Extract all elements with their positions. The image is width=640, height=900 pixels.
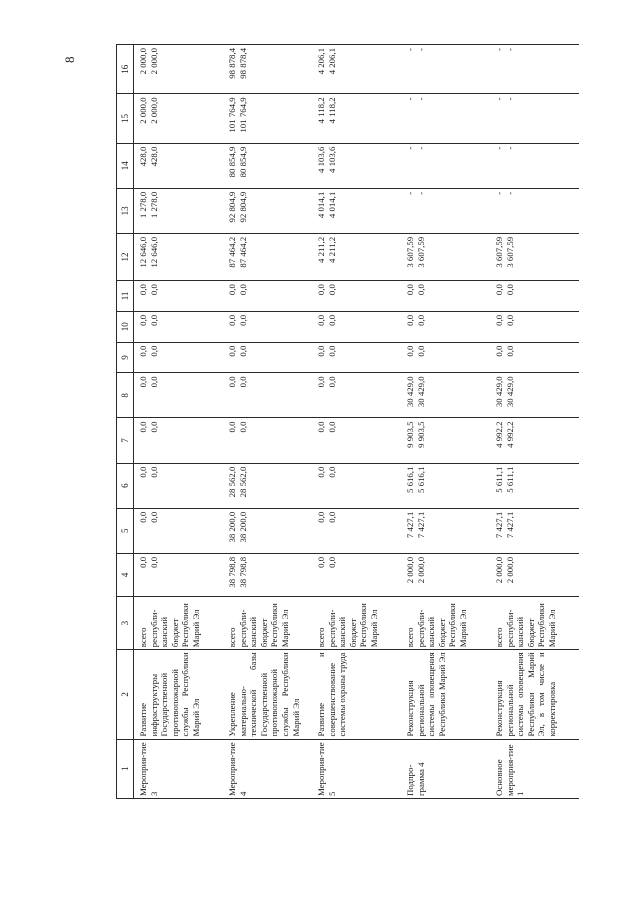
value-cell bbox=[312, 418, 401, 463]
value-cell bbox=[134, 94, 224, 143]
value-cell bbox=[401, 342, 490, 373]
column-header-1: 1 bbox=[117, 739, 134, 798]
value-cell bbox=[134, 463, 224, 508]
value-total: 428,0 bbox=[138, 146, 148, 167]
value-total: 9 903,5 bbox=[405, 421, 415, 448]
value-total: 4 206,1 bbox=[316, 48, 326, 75]
value-republican-budget: 0,0 bbox=[237, 284, 248, 296]
funding-source-cell: всего республи-канский бюджет Республики Марий Эл bbox=[312, 596, 401, 649]
value-total: 0,0 bbox=[316, 314, 326, 326]
value-republican-budget: 0,0 bbox=[504, 284, 515, 296]
value-total: 0,0 bbox=[494, 314, 504, 326]
value-total: 4 118,2 bbox=[316, 97, 326, 124]
value-cell bbox=[401, 373, 490, 418]
value-republican-budget: 0,0 bbox=[237, 314, 248, 326]
value-total: 3 607,59 bbox=[494, 236, 504, 268]
value-total: - bbox=[494, 146, 504, 150]
value-republican-budget: 0,0 bbox=[415, 284, 426, 296]
value-cell bbox=[401, 143, 490, 188]
value-republican-budget: 0,0 bbox=[326, 556, 337, 568]
value-total: 2 000,0 bbox=[405, 556, 415, 584]
row-code-cell: Мероприя-тие 3 bbox=[134, 739, 224, 798]
value-total: 4 992,2 bbox=[494, 421, 504, 448]
value-republican-budget: 0,0 bbox=[415, 314, 426, 326]
value-cell bbox=[490, 143, 579, 188]
value-republican-budget: 2 000,0 bbox=[504, 556, 515, 584]
value-republican-budget: 2 000,0 bbox=[148, 97, 159, 124]
value-cell bbox=[490, 45, 579, 94]
value-cell bbox=[223, 143, 312, 188]
value-republican-budget: 87 464,2 bbox=[237, 236, 248, 268]
value-republican-budget: - bbox=[415, 191, 426, 195]
funding-source-cell: всего республи-канский бюджет Республики Марий Эл bbox=[401, 596, 490, 649]
value-total: 87 464,2 bbox=[227, 236, 237, 268]
value-cell bbox=[134, 281, 224, 312]
value-total: 2 000,0 bbox=[138, 48, 148, 75]
value-republican-budget: 0,0 bbox=[148, 314, 159, 326]
column-header-7: 7 bbox=[117, 418, 134, 463]
value-total: 80 854,9 bbox=[227, 146, 237, 178]
value-republican-budget: 4 014,1 bbox=[326, 191, 337, 219]
page-number: 8 bbox=[62, 56, 77, 63]
value-cell bbox=[312, 463, 401, 508]
value-cell bbox=[490, 508, 579, 553]
row-description-cell: Развитие и совершенствование системы охраны труда bbox=[312, 650, 401, 739]
row-code-cell: Подпро-грамма 4 bbox=[401, 739, 490, 798]
value-total: 0,0 bbox=[316, 345, 326, 357]
value-republican-budget: 38 200,0 bbox=[237, 511, 248, 543]
value-cell bbox=[223, 45, 312, 94]
value-cell bbox=[401, 45, 490, 94]
value-total: 0,0 bbox=[138, 511, 148, 523]
value-total: 30 429,0 bbox=[494, 376, 504, 408]
value-cell bbox=[223, 553, 312, 596]
value-republican-budget: 9 903,5 bbox=[415, 421, 426, 448]
value-total: 101 764,9 bbox=[227, 97, 237, 133]
value-cell bbox=[490, 281, 579, 312]
value-republican-budget: 2 000,0 bbox=[415, 556, 426, 584]
value-total: 0,0 bbox=[316, 421, 326, 433]
value-cell bbox=[401, 553, 490, 596]
column-header-5: 5 bbox=[117, 508, 134, 553]
value-total: 0,0 bbox=[405, 345, 415, 357]
column-header-2: 2 bbox=[117, 650, 134, 739]
value-total: 7 427,1 bbox=[494, 511, 504, 539]
value-cell bbox=[223, 418, 312, 463]
value-total: 0,0 bbox=[138, 421, 148, 433]
value-republican-budget: 0,0 bbox=[237, 421, 248, 433]
value-republican-budget: 0,0 bbox=[237, 376, 248, 388]
value-cell bbox=[312, 311, 401, 342]
value-republican-budget: - bbox=[504, 191, 515, 195]
value-total: 0,0 bbox=[494, 284, 504, 296]
row-description-cell: Реконструкция региональной системы оповещения Республики Марий Эл, в том числе и корректировка bbox=[490, 650, 579, 739]
value-cell bbox=[134, 311, 224, 342]
value-total: - bbox=[494, 191, 504, 195]
value-cell bbox=[490, 94, 579, 143]
funding-source-cell: всего республи-канский бюджет Республики Марий Эл bbox=[134, 596, 224, 649]
value-total: - bbox=[405, 48, 415, 51]
value-cell bbox=[312, 373, 401, 418]
value-total: 0,0 bbox=[316, 466, 326, 478]
row-code-cell: Мероприя-тие 5 bbox=[312, 739, 401, 798]
row-description-cell: Укрепление материально-технической базы Государственной противопожарной службы Республики Марий Эл bbox=[223, 650, 312, 739]
value-total: 7 427,1 bbox=[405, 511, 415, 539]
column-header-9: 9 bbox=[117, 342, 134, 373]
column-header-12: 12 bbox=[117, 233, 134, 280]
value-cell bbox=[134, 553, 224, 596]
value-total: 98 878,4 bbox=[227, 48, 237, 79]
value-republican-budget: - bbox=[504, 48, 515, 51]
value-total: 0,0 bbox=[138, 345, 148, 357]
value-cell bbox=[490, 311, 579, 342]
value-cell bbox=[223, 94, 312, 143]
value-cell bbox=[134, 342, 224, 373]
value-cell bbox=[223, 342, 312, 373]
value-republican-budget: 0,0 bbox=[148, 345, 159, 357]
funding-source-cell: всего республи-канский бюджет Республики Марий Эл bbox=[223, 596, 312, 649]
value-republican-budget: 7 427,1 bbox=[504, 511, 515, 539]
value-cell bbox=[134, 373, 224, 418]
value-total: - bbox=[405, 146, 415, 150]
value-cell bbox=[223, 508, 312, 553]
value-total: 4 211,2 bbox=[316, 236, 326, 263]
value-total: 0,0 bbox=[227, 314, 237, 326]
value-cell bbox=[312, 94, 401, 143]
table-row bbox=[223, 45, 312, 799]
value-republican-budget: 0,0 bbox=[148, 466, 159, 478]
value-cell bbox=[401, 233, 490, 280]
value-republican-budget: 0,0 bbox=[148, 376, 159, 388]
value-cell bbox=[312, 342, 401, 373]
value-total: 5 611,1 bbox=[494, 466, 504, 493]
value-total: 0,0 bbox=[227, 421, 237, 433]
value-republican-budget: 28 562,0 bbox=[237, 466, 248, 498]
value-cell bbox=[134, 188, 224, 233]
column-header-4: 4 bbox=[117, 553, 134, 596]
value-cell bbox=[312, 508, 401, 553]
value-republican-budget: 0,0 bbox=[326, 421, 337, 433]
value-total: 0,0 bbox=[405, 314, 415, 326]
value-total: 0,0 bbox=[316, 376, 326, 388]
value-cell bbox=[490, 373, 579, 418]
value-cell bbox=[401, 311, 490, 342]
value-republican-budget: 1 278,0 bbox=[148, 191, 159, 219]
value-republican-budget: 101 764,9 bbox=[237, 97, 248, 133]
value-total: 0,0 bbox=[138, 376, 148, 388]
value-cell bbox=[134, 143, 224, 188]
column-header-14: 14 bbox=[117, 143, 134, 188]
value-cell bbox=[490, 342, 579, 373]
value-republican-budget: 30 429,0 bbox=[504, 376, 515, 408]
value-republican-budget: 0,0 bbox=[415, 345, 426, 357]
value-total: 2 000,0 bbox=[494, 556, 504, 584]
table-row bbox=[134, 45, 224, 799]
value-republican-budget: 0,0 bbox=[148, 511, 159, 523]
value-republican-budget: 5 611,1 bbox=[504, 466, 515, 493]
column-header-15: 15 bbox=[117, 94, 134, 143]
value-republican-budget: 0,0 bbox=[326, 345, 337, 357]
value-republican-budget: 4 118,2 bbox=[326, 97, 337, 124]
value-total: 2 000,0 bbox=[138, 97, 148, 124]
value-republican-budget: - bbox=[504, 146, 515, 150]
value-total: 38 200,0 bbox=[227, 511, 237, 543]
column-number-header bbox=[117, 45, 134, 799]
value-republican-budget: 5 616,1 bbox=[415, 466, 426, 493]
program-funding-table bbox=[116, 44, 579, 799]
value-republican-budget: 0,0 bbox=[504, 345, 515, 357]
value-republican-budget: 0,0 bbox=[326, 284, 337, 296]
value-cell bbox=[134, 233, 224, 280]
table-row bbox=[490, 45, 579, 799]
value-cell bbox=[401, 188, 490, 233]
row-description-cell: Развитие инфраструктуры Государственной противопожарной службы Республики Марий Эл bbox=[134, 650, 224, 739]
value-cell bbox=[490, 233, 579, 280]
value-cell bbox=[223, 281, 312, 312]
value-republican-budget: 92 804,9 bbox=[237, 191, 248, 223]
value-total: 1 278,0 bbox=[138, 191, 148, 219]
row-code-cell: Мероприя-тие 4 bbox=[223, 739, 312, 798]
value-cell bbox=[223, 373, 312, 418]
column-header-16: 16 bbox=[117, 45, 134, 94]
value-total: 0,0 bbox=[227, 345, 237, 357]
value-republican-budget: 80 854,9 bbox=[237, 146, 248, 178]
value-total: 3 607,59 bbox=[405, 236, 415, 268]
value-republican-budget: 2 000,0 bbox=[148, 48, 159, 75]
row-code-cell: Основное мероприя-тие 1 bbox=[490, 739, 579, 798]
value-cell bbox=[312, 188, 401, 233]
value-republican-budget: - bbox=[415, 97, 426, 101]
value-total: 4 014,1 bbox=[316, 191, 326, 219]
column-header-8: 8 bbox=[117, 373, 134, 418]
value-total: 28 562,0 bbox=[227, 466, 237, 498]
value-republican-budget: 0,0 bbox=[237, 345, 248, 357]
value-cell bbox=[490, 418, 579, 463]
value-cell bbox=[223, 311, 312, 342]
value-republican-budget: 3 607,59 bbox=[415, 236, 426, 268]
value-republican-budget: 0,0 bbox=[326, 376, 337, 388]
value-total: 0,0 bbox=[316, 511, 326, 523]
value-total: - bbox=[494, 97, 504, 101]
column-header-13: 13 bbox=[117, 188, 134, 233]
column-header-6: 6 bbox=[117, 463, 134, 508]
value-republican-budget: - bbox=[415, 146, 426, 150]
column-header-11: 11 bbox=[117, 281, 134, 312]
value-total: 12 646,0 bbox=[138, 236, 148, 268]
value-republican-budget: 12 646,0 bbox=[148, 236, 159, 268]
value-republican-budget: 0,0 bbox=[504, 314, 515, 326]
value-cell bbox=[490, 188, 579, 233]
table-row bbox=[312, 45, 401, 799]
value-republican-budget: 0,0 bbox=[326, 314, 337, 326]
value-total: 92 804,9 bbox=[227, 191, 237, 223]
value-cell bbox=[401, 508, 490, 553]
value-cell bbox=[312, 281, 401, 312]
value-republican-budget: - bbox=[504, 97, 515, 101]
value-total: - bbox=[494, 48, 504, 51]
value-cell bbox=[223, 463, 312, 508]
value-republican-budget: 30 429,0 bbox=[415, 376, 426, 408]
value-cell bbox=[401, 94, 490, 143]
value-total: 0,0 bbox=[316, 556, 326, 568]
value-total: - bbox=[405, 97, 415, 101]
value-total: 0,0 bbox=[316, 284, 326, 296]
value-total: 0,0 bbox=[405, 284, 415, 296]
value-cell bbox=[401, 418, 490, 463]
value-republican-budget: 4 992,2 bbox=[504, 421, 515, 448]
value-republican-budget: 0,0 bbox=[326, 511, 337, 523]
value-cell bbox=[401, 281, 490, 312]
value-cell bbox=[312, 143, 401, 188]
value-cell bbox=[490, 463, 579, 508]
value-republican-budget: 4 206,1 bbox=[326, 48, 337, 75]
value-republican-budget: 0,0 bbox=[326, 466, 337, 478]
value-republican-budget: - bbox=[415, 48, 426, 51]
value-cell bbox=[134, 508, 224, 553]
value-total: 0,0 bbox=[138, 466, 148, 478]
value-cell bbox=[134, 45, 224, 94]
value-total: 4 103,6 bbox=[316, 146, 326, 174]
value-cell bbox=[312, 233, 401, 280]
value-republican-budget: 4 103,6 bbox=[326, 146, 337, 174]
value-cell bbox=[223, 233, 312, 280]
value-cell bbox=[134, 418, 224, 463]
value-total: 30 429,0 bbox=[405, 376, 415, 408]
column-header-3: 3 bbox=[117, 596, 134, 649]
value-republican-budget: 3 607,59 bbox=[504, 236, 515, 268]
value-cell bbox=[401, 463, 490, 508]
value-cell bbox=[312, 45, 401, 94]
value-republican-budget: 38 798,8 bbox=[237, 556, 248, 588]
value-total: 0,0 bbox=[494, 345, 504, 357]
value-total: 0,0 bbox=[138, 314, 148, 326]
value-cell bbox=[490, 553, 579, 596]
column-header-10: 10 bbox=[117, 311, 134, 342]
value-total: 0,0 bbox=[227, 376, 237, 388]
table-row bbox=[401, 45, 490, 799]
value-cell bbox=[312, 553, 401, 596]
row-description-cell: Реконструкция региональной системы оповещения Республики Марий Эл bbox=[401, 650, 490, 739]
value-total: 0,0 bbox=[138, 284, 148, 296]
value-total: 0,0 bbox=[138, 556, 148, 568]
value-total: 38 798,8 bbox=[227, 556, 237, 588]
value-republican-budget: 0,0 bbox=[148, 421, 159, 433]
value-republican-budget: 4 211,2 bbox=[326, 236, 337, 263]
value-republican-budget: 98 878,4 bbox=[237, 48, 248, 79]
value-total: 0,0 bbox=[227, 284, 237, 296]
value-republican-budget: 7 427,1 bbox=[415, 511, 426, 539]
value-total: - bbox=[405, 191, 415, 195]
value-republican-budget: 0,0 bbox=[148, 284, 159, 296]
funding-source-cell: всего республи-канский бюджет Республики Марий Эл bbox=[490, 596, 579, 649]
value-republican-budget: 0,0 bbox=[148, 556, 159, 568]
value-total: 5 616,1 bbox=[405, 466, 415, 493]
value-cell bbox=[223, 188, 312, 233]
value-republican-budget: 428,0 bbox=[148, 146, 159, 167]
